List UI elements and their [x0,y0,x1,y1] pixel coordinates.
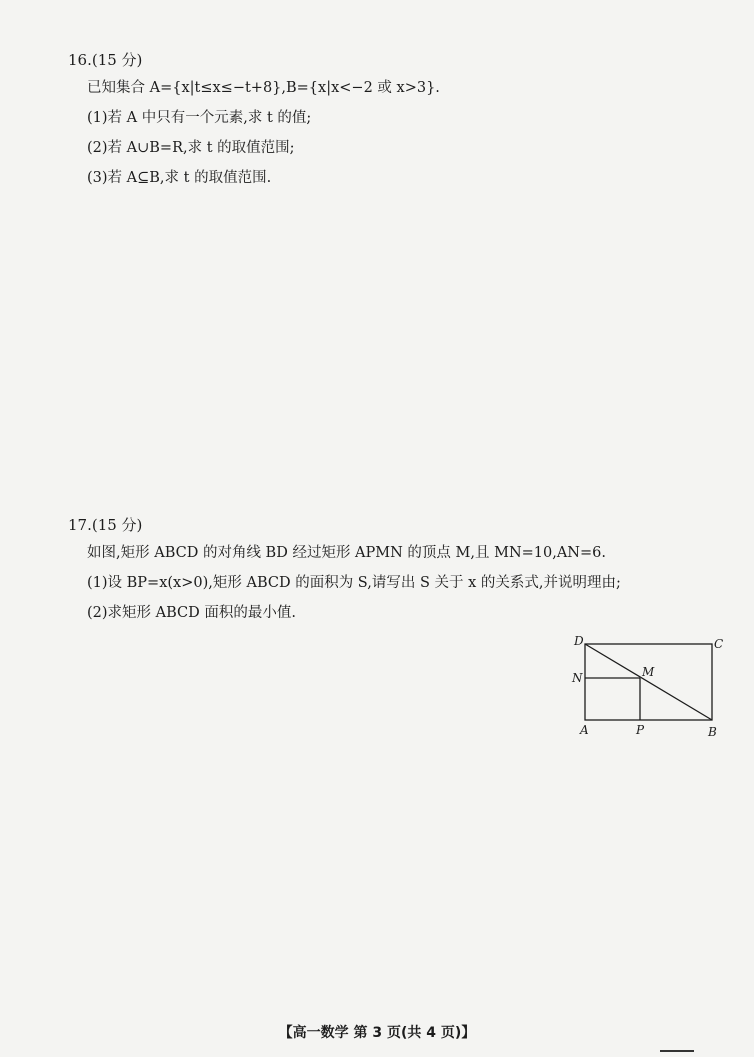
label-a: A [580,723,589,737]
label-d: D [574,634,584,648]
problem-17-part-2: (2)求矩形 ABCD 面积的最小值. [87,605,296,621]
problem-16-part-1: (1)若 A 中只有一个元素,求 t 的值; [87,110,312,126]
problem-17-part-1: (1)设 BP=x(x>0),矩形 ABCD 的面积为 S,请写出 S 关于 x 的关系式,并说明理由; [87,575,621,591]
page-footer: 【高一数学 第 3 页(共 4 页)】 [278,1025,476,1041]
corner-mark [660,1050,694,1052]
problem-16-header: 16.(15 分) [68,51,143,69]
problem-17-stem: 如图,矩形 ABCD 的对角线 BD 经过矩形 APMN 的顶点 M,且 MN=10,AN=6. [87,545,606,561]
problem-16-part-3: (3)若 A⊆B,求 t 的取值范围. [87,170,272,186]
problem-16-part-2: (2)若 A∪B=R,求 t 的取值范围; [87,140,295,156]
problem-17 [60,515,720,633]
label-p: P [636,723,645,737]
problem-16 [60,50,720,198]
label-n: N [572,671,583,685]
rectangle-figure [568,632,728,742]
label-m: M [642,665,655,679]
label-c: C [714,637,724,651]
problem-16-stem: 已知集合 A={x|t≤x≤−t+8},B={x|x<−2 或 x>3}. [87,80,440,96]
label-b: B [708,725,717,739]
diagonal-bd [585,644,712,720]
problem-17-header: 17.(15 分) [68,516,143,534]
